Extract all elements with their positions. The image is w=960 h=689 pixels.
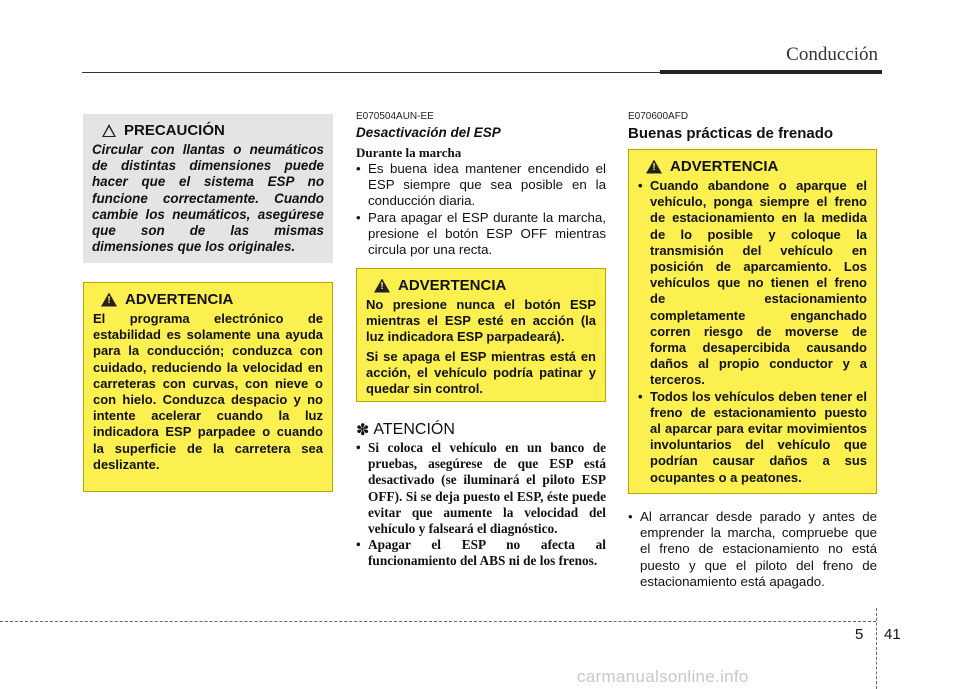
warning-bullet-list xyxy=(638,178,867,486)
warning-title: ADVERTENCIA xyxy=(398,277,507,294)
warning-text: El programa electrónico de estabilidad es solamente una ayuda para la conducción; conduzca con cuidado, reduciendo la velocidad en carreteras con curvas, con nieve o con hielo. Conduzca despacio y no intente acelerar cuando la luz indicadora ESP parpadee o cuando la superficie de la carretera sea deslizante. xyxy=(93,311,323,472)
braking-bullet-list xyxy=(628,509,877,590)
warning-box-esp-off xyxy=(356,268,606,402)
warning-box-esp xyxy=(83,282,333,492)
warning-triangle-icon xyxy=(374,279,390,293)
warning-title: ADVERTENCIA xyxy=(125,291,234,308)
attention-bullet-list xyxy=(356,440,606,570)
warning-box-parking-brake xyxy=(628,149,877,494)
list-item: • Todos los vehículos deben tener el freno de estacionamiento puesto al aparcar para evitar movimientos involuntarios del vehículo que podrían causar daños a sus ocupantes o a peatones. xyxy=(638,389,867,486)
attention-heading xyxy=(356,420,455,440)
list-item: • Es buena idea mantener encendido el ESP siempre que sea posible en la conducción diaria. xyxy=(356,161,606,210)
chapter-title: Conducción xyxy=(786,44,878,65)
page-number: 41 xyxy=(884,626,901,643)
chapter-number: 5 xyxy=(855,626,864,643)
asterisk-icon: ✽ xyxy=(356,422,370,439)
list-item: • Cuando abandone o aparque el vehículo, ponga siempre el freno de estacionamiento en la medida de lo posible y coloque la transmisión del vehículo en posición de aparcamiento. Los vehículos que no tienen el freno de estacionamiento completamente enganchado corren riesgo de moverse de forma desapercibida causando daños al propio conductor y a terceros. xyxy=(638,178,867,389)
caution-triangle-icon xyxy=(102,124,116,137)
list-item: • Apagar el ESP no afecta al funcionamiento del ABS ni de los frenos. xyxy=(356,537,606,569)
warning-triangle-icon xyxy=(646,160,662,174)
section-code: E070504AUN-EE xyxy=(356,111,434,122)
caution-box xyxy=(83,114,333,263)
section-code: E070600AFD xyxy=(628,111,689,122)
section-title: Buenas prácticas de frenado xyxy=(628,125,834,142)
attention-title: ATENCIÓN xyxy=(373,421,455,438)
section-subtitle: Desactivación del ESP xyxy=(356,125,501,140)
warning-triangle-icon xyxy=(101,293,117,307)
section-subhead: Durante la marcha xyxy=(356,145,462,160)
caution-text: Circular con llantas o neumáticos de distintas dimensiones puede hacer que el sistema ESP no funcione correctamente. Cuando cambie los neumáticos, asegúrese que son de las mismas dimensiones que los originales. xyxy=(92,142,324,255)
warning-title: ADVERTENCIA xyxy=(670,158,779,175)
esp-bullet-list xyxy=(356,161,606,258)
list-item: • Al arrancar desde parado y antes de emprender la marcha, compruebe que el freno de estacionamiento no está puesto y que el piloto del freno de estacionamiento está apagado. xyxy=(628,509,877,590)
footer-rule xyxy=(0,621,876,622)
warning-text: No presione nunca el botón ESP mientras el ESP esté en acción (la luz indicadora ESP parpadeará). xyxy=(366,297,596,345)
header-rule-accent xyxy=(660,70,882,74)
footer-divider xyxy=(876,608,877,689)
watermark: carmanualsonline.info xyxy=(577,667,749,686)
list-item: • Para apagar el ESP durante la marcha, presione el botón ESP OFF mientras circula por una recta. xyxy=(356,210,606,259)
warning-text: Si se apaga el ESP mientras está en acción, el vehículo podría patinar y quedar sin control. xyxy=(366,348,596,397)
caution-title: PRECAUCIÓN xyxy=(124,122,225,139)
list-item: • Si coloca el vehículo en un banco de pruebas, asegúrese de que ESP está desactivado (se iluminará el piloto ESP OFF). Si se deja puesto el ESP, éste puede evitar que aumente la velocidad del vehículo y falseará el diagnóstico. xyxy=(356,440,606,537)
